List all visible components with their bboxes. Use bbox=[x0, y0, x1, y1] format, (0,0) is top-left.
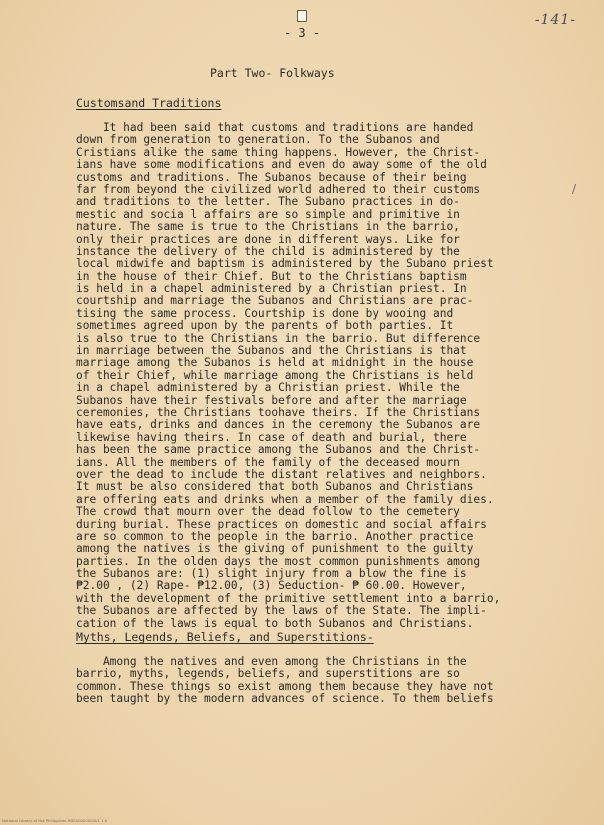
text-line: in a chapel administered by a Christian priest. While the bbox=[76, 381, 460, 395]
text-line: only their practices are done in different ways. Like for bbox=[76, 232, 460, 246]
binding-hole bbox=[297, 10, 307, 22]
customs-paragraph bbox=[76, 122, 500, 630]
text-line: of their Chief, while marriage among the Christians is held bbox=[76, 368, 474, 382]
text-line: barrio, myths, legends, beliefs, and superstitions are so bbox=[76, 667, 460, 681]
text-line: are offering eats and drinks when a member of the family dies. bbox=[76, 492, 494, 506]
text-line: have eats, drinks and dances in the ceremony the Subanos are bbox=[76, 418, 481, 432]
text-line: Subanos have their festivals before and after the marriage bbox=[76, 393, 467, 407]
text-line: marriage among the Subanos is held at midnight in the house bbox=[76, 356, 474, 370]
text-line: over the dead to include the distant relatives and neighbors. bbox=[76, 467, 487, 481]
text-line: far from beyond the civilized world adhered to their customs bbox=[76, 182, 481, 196]
margin-pencil-mark: / bbox=[571, 182, 576, 196]
text-line: during burial. These practices on domestic and social affairs bbox=[76, 517, 487, 531]
text-line: customs and traditions. The Subanos because of their being bbox=[76, 170, 467, 184]
text-line: tising the same process. Courtship is done by wooing and bbox=[76, 306, 454, 320]
text-line: is held in a chapel administered by a Christian priest. In bbox=[76, 282, 467, 296]
text-line: Among the natives and even among the Christians in the bbox=[76, 655, 467, 668]
text-line: local midwife and baptism is administered by the Subano priest bbox=[76, 257, 494, 271]
part-title: Part Two- Folkways bbox=[210, 66, 335, 80]
myths-paragraph bbox=[76, 656, 494, 706]
text-line: parties. In the olden days the most common punishments among bbox=[76, 554, 481, 568]
text-line: and traditions to the letter. The Subano practices in do- bbox=[76, 195, 460, 209]
text-line: ceremonies, the Christians toohave theirs. If the Christians bbox=[76, 405, 481, 419]
text-line: cation of the laws is equal to both Subanos and Christians. bbox=[76, 616, 474, 630]
text-line: It must be also considered that both Subanos and Christians bbox=[76, 480, 474, 494]
text-line: down from generation to generation. To the Subanos and bbox=[76, 133, 440, 147]
section-heading-customs: Customsand Traditions bbox=[76, 96, 222, 110]
text-line: the Subanos are affected by the laws of the State. The impli- bbox=[76, 604, 487, 618]
text-line: courtship and marriage the Subanos and Christians are prac- bbox=[76, 294, 474, 308]
text-line: has been the same practice among the Subanos and the Christ- bbox=[76, 443, 481, 457]
text-line: are so common to the people in the barrio. Another practice bbox=[76, 529, 474, 543]
text-line: with the development of the primitive settlement into a barrio, bbox=[76, 591, 501, 605]
archive-footer: National Library of the Philippines HDS0000000/0/1 1.0 bbox=[2, 818, 108, 823]
text-line: in marriage between the Subanos and the Christians is that bbox=[76, 344, 467, 358]
text-line: nature. The same is true to the Christians in the barrio, bbox=[76, 220, 460, 234]
text-line: in the house of their Chief. But to the Christians baptism bbox=[76, 269, 467, 283]
text-line: The crowd that mourn over the dead follow to the cemetery bbox=[76, 505, 460, 519]
page-number: - 3 - bbox=[283, 26, 321, 40]
text-line: been taught by the modern advances of science. To them beliefs bbox=[76, 692, 494, 706]
text-line: among the natives is the giving of punishment to the guilty bbox=[76, 542, 474, 556]
text-line: ians. All the members of the family of the deceased mourn bbox=[76, 455, 460, 469]
text-line: sometimes agreed upon by the parents of both parties. It bbox=[76, 319, 454, 333]
text-line: It had been said that customs and traditions are handed bbox=[76, 121, 474, 134]
text-line: likewise having theirs. In case of death and burial, there bbox=[76, 430, 467, 444]
text-line: mestic and socia l affairs are so simple and primitive in bbox=[76, 207, 460, 221]
text-line: common. These things so exist among them because they have not bbox=[76, 679, 494, 693]
text-line: ₱2.00 , (2) Rape- ₱12.00, (3) Seduction- ₱ 60.00. However, bbox=[76, 579, 467, 593]
handwritten-page-number: -141- bbox=[534, 12, 576, 28]
text-line: is also true to the Christians in the barrio. But difference bbox=[76, 331, 481, 345]
text-line: ians have some modifications and even do away some of the old bbox=[76, 158, 487, 172]
text-line: Cristians alike the same thing happens. However, the Christ- bbox=[76, 145, 481, 159]
text-line: the Subanos are: (1) slight injury from a blow the fine is bbox=[76, 567, 467, 581]
text-line: instance the delivery of the child is administered by the bbox=[76, 244, 460, 258]
section-heading-myths: Myths, Legends, Beliefs, and Superstitions- bbox=[76, 630, 374, 644]
